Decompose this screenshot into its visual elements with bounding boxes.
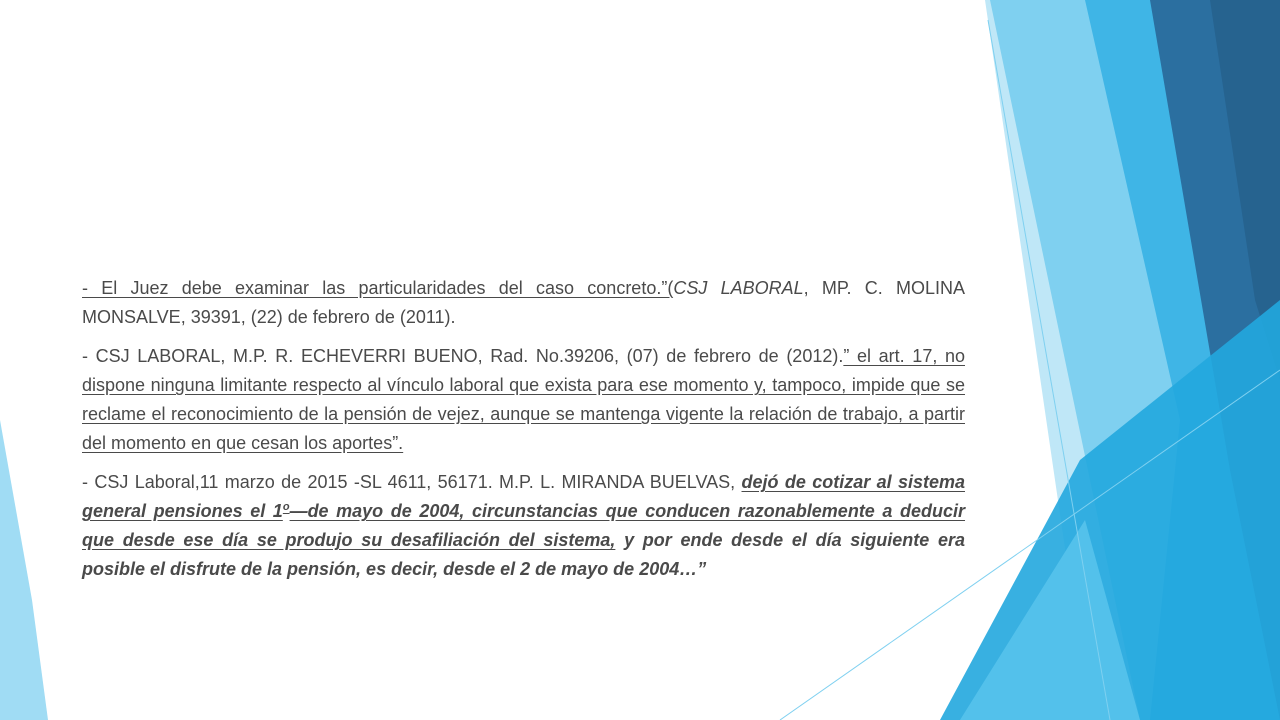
paragraph-3 [82,468,965,584]
p3-bold-italic-end: y por ende desde el día siguiente era posible el disfrute de la pensión, es decir, desde el 2 de mayo de 2004…” [82,530,965,579]
p2-underlined-quote: ” el art. 17, no dispone ninguna limitante respecto al vínculo laboral que exista para ese momento y, tampoco, impide que se reclame el reconocimiento de la pensión de vejez, aunque se mantenga vigente la relación de trabajo, a partir del momento en que cesan los aportes”. [82,346,965,453]
p3-ordinal: o [282,501,290,513]
left-blue-strip [0,420,48,720]
p3-bold-underlined-a: dejó de cotizar al sistema general pensiones el 1 [82,472,965,521]
p2-citation: - CSJ LABORAL, M.P. R. ECHEVERRI BUENO, Rad. No.39206, (07) de febrero de (2012). [82,346,844,366]
p1-italic-citation: CSJ LABORAL [673,278,804,298]
p3-citation: - CSJ Laboral,11 marzo de 2015 -SL 4611, 56171. M.P. L. MIRANDA BUELVAS, [82,472,742,492]
slide-body [82,274,965,594]
p3-bold-underlined-b: —de mayo de 2004, circunstancias que conducen razonablemente a deducir que desde ese día se produjo su desafiliación del sistema, [82,501,966,550]
paragraph-1 [82,274,965,332]
p1-citation-rest: , MP. C. MOLINA MONSALVE, 39391, (22) de febrero de (2011). [82,278,965,327]
p1-underlined-text: - El Juez debe examinar las particularidades del caso concreto.”( [82,278,674,298]
paragraph-2 [82,342,965,458]
